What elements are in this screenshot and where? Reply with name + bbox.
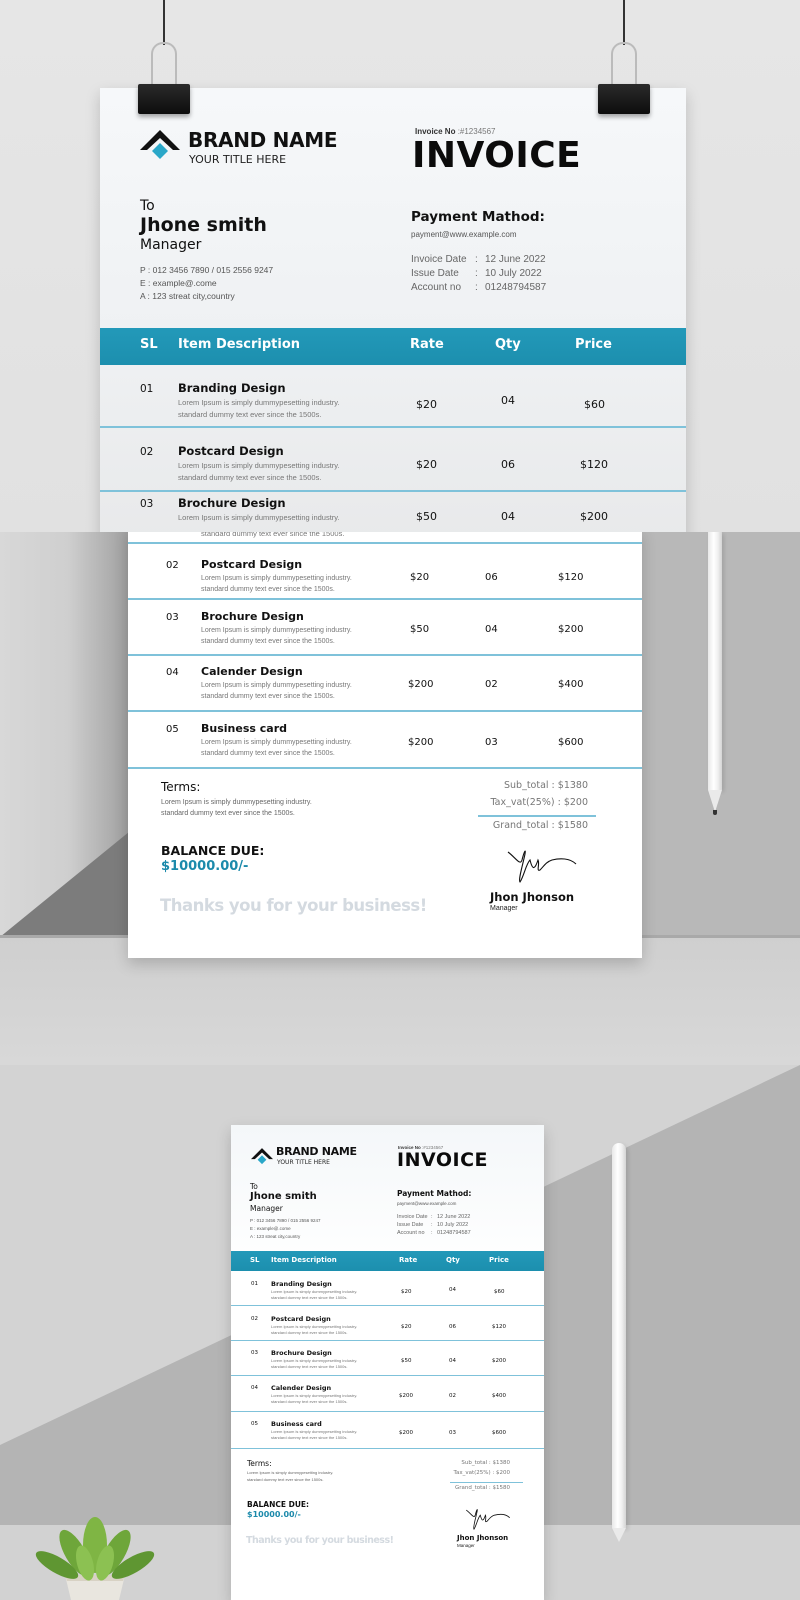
- invoice-number: Invoice No :#1234567: [398, 1145, 444, 1150]
- row-desc-line2: standard dummy text ever since the 1500s.: [201, 532, 345, 538]
- payment-email: payment@www.example.com: [397, 1201, 457, 1206]
- totals-divider: [478, 815, 596, 817]
- table-row: 03 Brochure Design Lorem Ipsum is simply dummypesetting industry. standard dummy text ever since the 1500s. $50 04 $200: [231, 1341, 544, 1376]
- row-sl: 01: [140, 383, 154, 395]
- row-desc-line2: standard dummy text ever since the 1500s.: [201, 638, 335, 645]
- table-header: [100, 328, 686, 365]
- table-row: [100, 428, 686, 492]
- payment-method-title: Payment Mathod:: [411, 209, 545, 225]
- invoice-date-row: Invoice Date : 12 June 2022: [397, 1214, 471, 1220]
- client-role: Manager: [140, 237, 202, 253]
- row-price: $400: [558, 679, 584, 690]
- invoice-number-label: Invoice No: [415, 127, 456, 136]
- clip-wire-left: [163, 0, 165, 45]
- row-rate: $50: [410, 624, 430, 635]
- payment-email: payment@www.example.com: [411, 230, 517, 239]
- row-sl: 05: [166, 724, 179, 735]
- header-price: Price: [575, 337, 612, 352]
- account-no-row: Account no : 01248794587: [397, 1230, 471, 1236]
- client-email: E : example@.come: [250, 1226, 291, 1231]
- invoice-title: INVOICE: [412, 135, 582, 176]
- bill-to-label: To: [140, 198, 155, 214]
- mockup-panel-hanging: [0, 0, 800, 532]
- binder-clip-icon: [138, 84, 190, 114]
- row-qty: 02: [485, 679, 498, 690]
- row-price: $120: [558, 572, 584, 583]
- signer-role: Manager: [490, 905, 518, 912]
- row-sl: 02: [166, 560, 179, 571]
- balance-due-amount: $10000.00/-: [247, 1510, 301, 1519]
- row-rate: $20: [416, 458, 437, 471]
- client-name: Jhone smith: [250, 1191, 317, 1202]
- client-address: A : 123 streat city,country: [140, 291, 235, 301]
- signer-role: Manager: [457, 1543, 475, 1548]
- balance-due-title: BALANCE DUE:: [247, 1500, 310, 1509]
- issue-date-row: Issue Date : 10 July 2022: [411, 268, 542, 279]
- row-desc-line1: Lorem Ipsum is simply dummypesetting industry.: [201, 627, 352, 634]
- row-price: $60: [584, 398, 605, 411]
- row-qty: 06: [501, 458, 515, 471]
- row-sl: 04: [166, 667, 179, 678]
- table-row: 01 Branding Design Lorem Ipsum is simply dummypesetting industry. standard dummy text ever since the 1500s. $20 04 $60: [231, 1271, 544, 1306]
- row-price: $200: [580, 510, 608, 523]
- table-row: [128, 600, 642, 656]
- client-name: Jhone smith: [140, 214, 267, 236]
- row-desc-line1: Lorem Ipsum is simply dummypesetting industry.: [201, 682, 352, 689]
- mockup-panel-closeup: [0, 532, 800, 1065]
- row-qty: 04: [501, 394, 515, 407]
- signer-name: Jhon Jhonson: [490, 890, 575, 904]
- row-desc-line1: Lorem Ipsum is simply dummypesetting industry.: [201, 575, 352, 582]
- header-rate: Rate: [410, 337, 444, 352]
- invoice-sheet-large: [100, 88, 686, 532]
- brand-name: BRAND NAME: [276, 1145, 357, 1158]
- terms-title: Terms:: [161, 780, 201, 794]
- table-row: [128, 544, 642, 600]
- row-sl: 03: [140, 498, 154, 510]
- invoice-title: INVOICE: [397, 1149, 488, 1171]
- row-desc-line2: standard dummy text ever since the 1500s.: [201, 586, 335, 593]
- thanks-message: Thanks you for your business!: [246, 1535, 394, 1546]
- signer-name: Jhon Jhonson: [457, 1534, 509, 1542]
- row-rate: $20: [410, 572, 430, 583]
- invoice-sheet-full: BRAND NAME YOUR TITLE HERE To Jhone smith Manager P : 012 3456 7890 / 015 2556 9247 E : example@.come A : 123 streat city,country Invoice No :#1234567 INVOICE Payment Mathod: payment@www.example.com Invoice Date : 12 June 2022 Issue Date : 10 July 2022 Account no : 01248794587 SL Item Description Rate Qty Price 01 Branding Design Lorem Ipsum is simply dummypesetting industry. standard dummy text ever since the 1500s. $20 04 $60 02 Postcard Design Lorem Ipsum is simply dummypesetting industry. standard dummy text ever since the 1500s. $20 06 $120 03 Brochure Design Lorem Ipsum is simply dummypesetting industry. standard dummy text ever since the 1500s. $50 04 $200 04 Calender Design Lorem Ipsum is simply dummypesetting industry. standard dummy text ever since the 1500s. $200 02 $400 05 Business card Lorem Ipsum is simply dummypesetting industry. standard dummy text ever since the 1500s. $200 03 $600 Terms: Lorem Ipsum is simply dummypesetting industry. standard dummy text ever since the 1500s. BALANCE DUE: $10000.00/- Thanks you for your business! Sub_total : $1380 Tax_vat(25%) : $200 Grand_total : $1580 Jhon Jhonson Manager: [231, 1125, 544, 1600]
- row-qty: 03: [485, 737, 498, 748]
- header-sl: SL: [140, 337, 158, 352]
- row-title: Branding Design: [178, 381, 286, 395]
- row-rate: $20: [416, 398, 437, 411]
- issue-date-row: Issue Date : 10 July 2022: [397, 1222, 469, 1228]
- table-row: 04 Calender Design Lorem Ipsum is simply dummypesetting industry. standard dummy text ever since the 1500s. $200 02 $400: [231, 1376, 544, 1412]
- balance-due-title: BALANCE DUE:: [161, 843, 265, 858]
- header-qty: Qty: [495, 337, 521, 352]
- bill-to-label: To: [250, 1182, 258, 1191]
- row-desc-line1: Lorem Ipsum is simply dummypesetting industry.: [178, 513, 340, 522]
- terms-title: Terms:: [247, 1459, 272, 1468]
- table-row: [100, 365, 686, 428]
- table-row: [128, 712, 642, 769]
- row-desc-line1: Lorem Ipsum is simply dummypesetting industry.: [178, 461, 340, 470]
- brand-tagline: YOUR TITLE HERE: [189, 153, 287, 166]
- row-title: Postcard Design: [178, 444, 284, 458]
- pencil-prop: [708, 532, 722, 790]
- signature-icon: [506, 846, 578, 886]
- binder-clip-icon: [598, 84, 650, 114]
- row-title: Postcard Design: [201, 558, 303, 571]
- table-row: [100, 492, 686, 532]
- row-title: Business card: [201, 722, 287, 735]
- invoice-sheet-bottom-half: [128, 532, 642, 958]
- balance-due-amount: $10000.00/-: [161, 859, 249, 874]
- grand-total: Grand_total : $1580: [454, 1485, 510, 1491]
- brand-tagline: YOUR TITLE HERE: [277, 1159, 330, 1166]
- table-row: 05 Business card Lorem Ipsum is simply dummypesetting industry. standard dummy text ever since the 1500s. $200 03 $600: [231, 1412, 544, 1449]
- succulent-plant-prop: [25, 1505, 165, 1600]
- signature-icon: [465, 1506, 511, 1532]
- logo-icon: [251, 1148, 273, 1167]
- row-sl: 02: [140, 446, 154, 458]
- subtotal: Sub_total : $1380: [503, 780, 588, 791]
- brand-name: BRAND NAME: [188, 128, 338, 152]
- row-desc-line2: standard dummy text ever since the 1500s.: [201, 750, 335, 757]
- header-description: Item Description: [178, 337, 301, 352]
- invoice-date-row: Invoice Date : 12 June 2022: [411, 254, 546, 265]
- client-email: E : example@.come: [140, 278, 217, 288]
- row-price: $200: [558, 624, 584, 635]
- row-price: $120: [580, 458, 608, 471]
- row-rate: $200: [408, 737, 434, 748]
- grand-total: Grand_total : $1580: [492, 820, 588, 831]
- row-price: $600: [558, 737, 584, 748]
- logo-icon: [140, 130, 180, 164]
- row-desc-line1: Lorem Ipsum is simply dummypesetting industry.: [178, 398, 340, 407]
- row-rate: $200: [408, 679, 434, 690]
- row-title: Brochure Design: [201, 610, 304, 623]
- payment-method-title: Payment Mathod:: [397, 1189, 472, 1198]
- row-title: Brochure Design: [178, 496, 286, 510]
- row-rate: $50: [416, 510, 437, 523]
- terms-line2: standard dummy text ever since the 1500s.: [161, 810, 295, 817]
- tax-vat: Tax_vat(25%) : $200: [490, 797, 588, 808]
- row-title: Calender Design: [201, 665, 303, 678]
- table-row: 02 Postcard Design Lorem Ipsum is simply dummypesetting industry. standard dummy text ever since the 1500s. $20 06 $120: [231, 1306, 544, 1341]
- mockup-panel-scene: [0, 1065, 800, 1600]
- row-desc-line2: standard dummy text ever since the 1500s.: [201, 693, 335, 700]
- client-phone: P : 012 3456 7890 / 015 2556 9247: [140, 265, 274, 275]
- thanks-message: Thanks you for your business!: [160, 896, 427, 915]
- client-phone: P : 012 3456 7890 / 015 2556 9247: [250, 1218, 321, 1223]
- row-qty: 04: [501, 510, 515, 523]
- terms-line1: Lorem Ipsum is simply dummypesetting industry.: [161, 799, 312, 806]
- client-address: A : 123 streat city,country: [250, 1234, 301, 1239]
- row-qty: 06: [485, 572, 498, 583]
- row-desc-line2: standard dummy text ever since the 1500s.: [178, 473, 322, 482]
- table-row: [128, 656, 642, 712]
- row-qty: 04: [485, 624, 498, 635]
- invoice-number-value: :#1234567: [457, 127, 496, 136]
- clip-wire-right: [623, 0, 625, 45]
- pencil-prop: [612, 1143, 626, 1528]
- tax-vat: Tax_vat(25%) : $200: [453, 1470, 510, 1476]
- row-desc-line1: Lorem Ipsum is simply dummypesetting industry.: [201, 739, 352, 746]
- row-sl: 03: [166, 612, 179, 623]
- subtotal: Sub_total : $1380: [461, 1460, 510, 1466]
- client-role: Manager: [250, 1204, 283, 1213]
- account-no-row: Account no : 01248794587: [411, 282, 547, 293]
- row-desc-line2: standard dummy text ever since the 1500s.: [178, 410, 322, 419]
- table-header: SL Item Description Rate Qty Price: [231, 1251, 544, 1271]
